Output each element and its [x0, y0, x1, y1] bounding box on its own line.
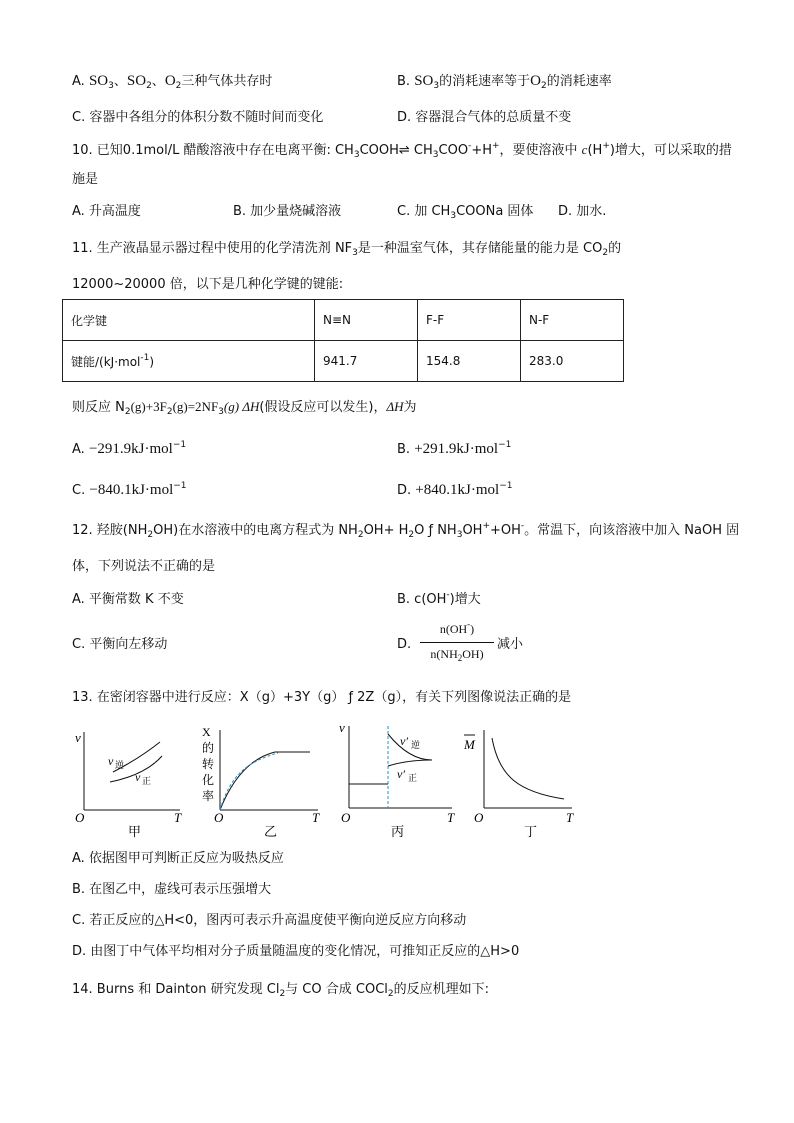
fraction-numerator: n(OH-)	[439, 619, 475, 636]
label-v-forward: v	[135, 770, 141, 784]
table-cell: 键能/(kJ·mol$^{-1}$)	[63, 341, 315, 382]
curve-dashed	[220, 753, 278, 810]
graph-caption: 甲	[128, 824, 142, 839]
q12-option-b: B. c(OH-)增大	[397, 590, 481, 607]
graph-jia	[70, 720, 195, 840]
q10-option-b: B. 加少量烧碱溶液	[233, 204, 342, 219]
y-axis-label: v	[75, 730, 81, 745]
graph-bing	[337, 720, 462, 840]
curve-mean-molar-mass	[492, 738, 564, 799]
x-axis-label: T	[312, 810, 320, 825]
q9-option-c: C. 容器中各组分的体积分数不随时间而变化	[72, 110, 324, 125]
curve-v-reverse	[388, 734, 432, 760]
q11-stem: 11. 生产液晶显示器过程中使用的化学清洗剂 $NF_3$是一种温室气体，其存储能量的能力是 $CO_2$的	[72, 241, 622, 258]
q11-option-d: D. +840.1kJ·mol$^{-1}$	[397, 481, 513, 498]
q13-option-b: B. 在图乙中，虚线可表示压强增大	[72, 882, 272, 897]
q10-option-c: C. 加 $CH_3COONa$ 固体	[397, 204, 534, 221]
y-axis-label: M	[464, 737, 475, 752]
q10-stem: 10. 已知0.1mol/L 醋酸溶液中存在电离平衡: $CH_3COOH\rightleftharpoons$ $CH_3COO^-+H^+$，要使溶液中 c(H+)增大，可以采取的措	[72, 141, 732, 160]
q11-option-b: B. +291.9kJ·mol$^{-1}$	[397, 440, 512, 457]
origin-label: O	[214, 810, 224, 825]
x-axis-label: T	[566, 810, 574, 825]
label-v-reverse-sub: 逆	[115, 760, 125, 770]
table-header-cell: N-F	[521, 300, 624, 341]
label-v-forward-sub: 正	[142, 776, 152, 786]
fraction-bar	[420, 642, 494, 643]
q12-stem: 12. 羟胺$(NH_2OH)$在水溶液中的电离方程式为 $NH_2OH+ H_2O$ ƒ $NH_3OH^++OH^-$。常温下，向该溶液中加入 NaOH 固	[72, 521, 740, 540]
q12-stem-line2: 体，下列说法不正确的是	[72, 559, 216, 574]
graph-caption: 丙	[391, 824, 405, 839]
q10-option-a: A. 升高温度	[72, 204, 141, 219]
graph-ding	[464, 722, 584, 840]
origin-label: O	[75, 810, 85, 825]
q14-stem: 14. Burns 和 Dainton 研究发现 $Cl_2$与 CO 合成 COCl$_2$的反应机理如下:	[72, 982, 490, 999]
label-v-reverse-sub: 逆	[411, 740, 421, 750]
q9-option-b: B. $SO_3$的消耗速率等于$O_2$的消耗速率	[397, 73, 612, 91]
table-header-cell: N≡N	[315, 300, 418, 341]
x-axis-label: T	[447, 810, 455, 825]
q12-option-c: C. 平衡向左移动	[72, 637, 168, 652]
y-axis-label-4: 化	[202, 773, 215, 787]
q13-stem: 13. 在密闭容器中进行反应：X（g）+3Y（g） ƒ 2Z（g），有关下列图像说法正确的是	[72, 690, 572, 705]
graph-caption: 乙	[264, 824, 278, 839]
q10-stem-line2: 施是	[72, 172, 99, 187]
q12-option-a: A. 平衡常数 K 不变	[72, 592, 184, 607]
q11-stem-line2: 12000~20000 倍，以下是几种化学键的键能:	[72, 277, 344, 292]
curve-v-forward	[388, 760, 432, 766]
label-v-reverse: v′	[400, 734, 408, 748]
q9-option-a: A. $SO_3$、$SO_2$、$O_2$三种气体共存时	[72, 73, 273, 91]
table-cell: 154.8	[418, 341, 521, 382]
table-header-cell: 化学键	[63, 300, 315, 341]
q13-option-a: A. 依据图甲可判断正反应为吸热反应	[72, 851, 284, 866]
y-axis-label-2: 的	[202, 741, 215, 755]
q11-option-c: C. −840.1kJ·mol$^{-1}$	[72, 481, 187, 498]
q13-option-d: D. 由图丁中气体平均相对分子质量随温度的变化情况，可推知正反应的△H>0	[72, 944, 520, 959]
graph-caption: 丁	[524, 824, 538, 839]
q10-option-d: D. 加水.	[558, 204, 607, 219]
graph-yi	[200, 722, 330, 840]
origin-label: O	[341, 810, 351, 825]
q11-reaction: 则反应 $N_2(g)+3F_2(g)=2NF_3(g)$ ΔH(假设反应可以发生)，ΔH为	[72, 399, 417, 417]
table-row	[63, 341, 624, 382]
table-header-cell: F-F	[418, 300, 521, 341]
table-cell: 283.0	[521, 341, 624, 382]
x-axis-label: T	[174, 810, 182, 825]
label-v-reverse: v	[108, 754, 114, 768]
q12-option-d-label: D.	[397, 637, 412, 652]
q12-option-d-end: 减小	[497, 637, 524, 652]
q11-option-a: A. −291.9kJ·mol$^{-1}$	[72, 440, 187, 457]
y-axis-label-5: 率	[202, 789, 215, 803]
origin-label: O	[474, 810, 484, 825]
fraction-denominator: $n(NH_2OH)$	[430, 647, 484, 663]
q9-option-d: D. 容器混合气体的总质量不变	[397, 110, 572, 125]
y-axis-label-3: 转	[202, 757, 215, 771]
y-axis-label: v	[339, 720, 345, 735]
bond-energy-table	[62, 299, 624, 382]
label-v-forward: v′	[397, 767, 405, 781]
label-v-forward-sub: 正	[408, 773, 418, 783]
q12-fraction	[418, 619, 496, 668]
table-cell: 941.7	[315, 341, 418, 382]
y-axis-label-1: X	[202, 725, 211, 739]
table-row	[63, 300, 624, 341]
q13-option-c: C. 若正反应的△H<0，图丙可表示升高温度使平衡向逆反应方向移动	[72, 913, 467, 928]
